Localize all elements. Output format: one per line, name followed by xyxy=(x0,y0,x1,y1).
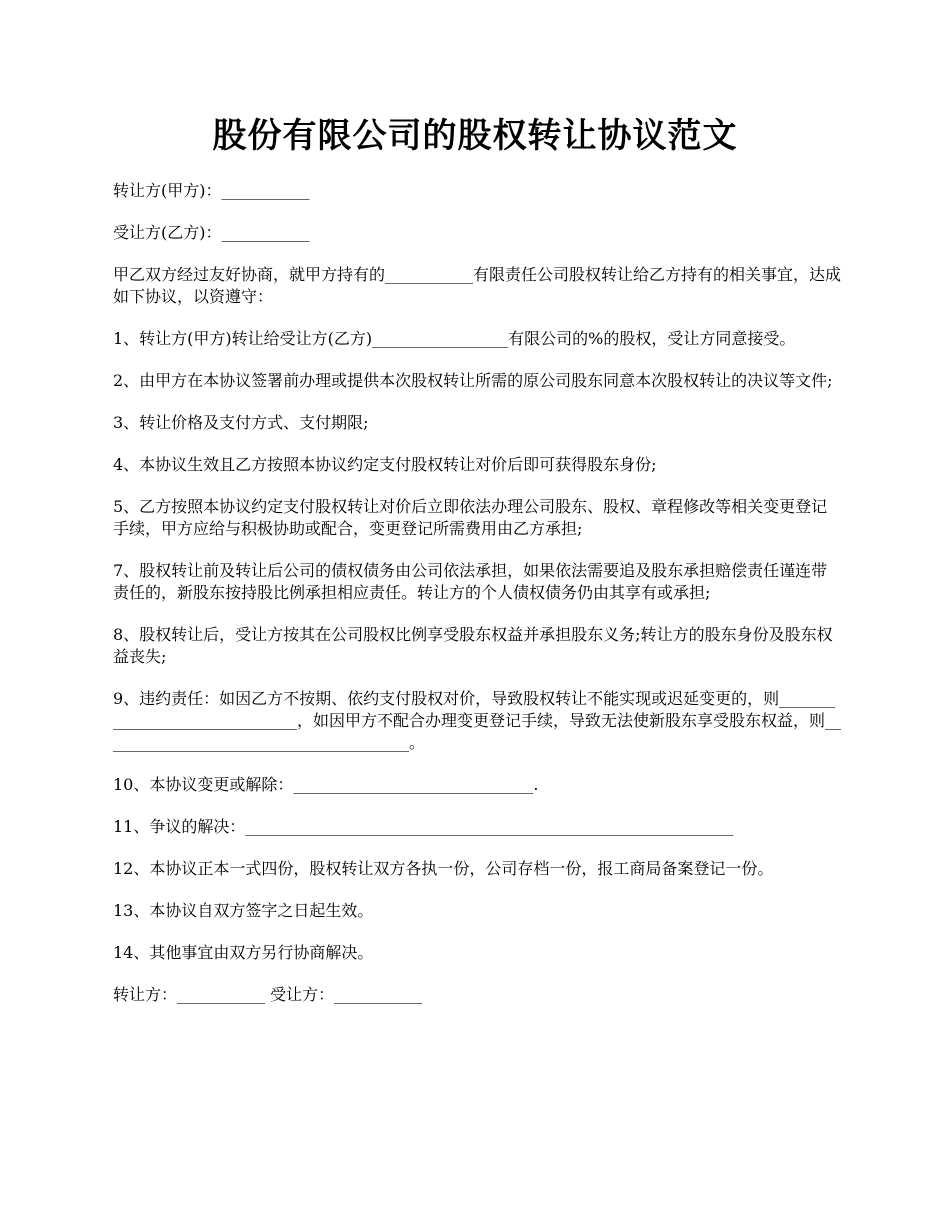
signature-line: 转让方：___________ 受让方：___________ xyxy=(113,985,423,1004)
clause-1: 1、转让方(甲方)转让给受让方(乙方)_________________有限公司的%的股权，受让方同意接受。 xyxy=(113,329,796,348)
party-a-line: 转让方(甲方)：___________ xyxy=(113,181,310,200)
clause-8: 8、股权转让后，受让方按其在公司股权比例享受股东权益并承担股东义务;转让方的股东身份及股东权益丧失; xyxy=(113,625,833,666)
document-body xyxy=(113,180,843,1026)
preamble-paragraph: 甲乙双方经过友好协商，就甲方持有的___________有限责任公司股权转让给乙方持有的相关事宜，达成如下协议，以资遵守： xyxy=(113,265,842,306)
clause-7: 7、股权转让前及转让后公司的债权债务由公司依法承担，如果依法需要追及股东承担赔偿责任谨连带责任的，新股东按持股比例承担相应责任。转让方的个人债权债务仍由其享有或承担; xyxy=(113,561,828,602)
clause-10: 10、本协议变更或解除：______________________________. xyxy=(113,775,539,794)
clause-9: 9、违约责任：如因乙方不按期、依约支付股权对价，导致股权转让不能实现或迟延变更的，则______________________________，如因甲方不配合办理变更登记手续，导致无法使新股东享受股东权益，则_______________________________________。 xyxy=(113,689,842,752)
party-b-line: 受让方(乙方)：___________ xyxy=(113,223,310,242)
clause-14: 14、其他事宜由双方另行协商解决。 xyxy=(113,943,374,962)
clause-4: 4、本协议生效且乙方按照本协议约定支付股权转让对价后即可获得股东身份; xyxy=(113,455,657,474)
clause-3: 3、转让价格及支付方式、支付期限; xyxy=(113,413,369,432)
clause-5: 5、乙方按照本协议约定支付股权转让对价后立即依法办理公司股东、股权、章程修改等相关变更登记手续，甲方应给与积极协助或配合，变更登记所需费用由乙方承担; xyxy=(113,497,828,538)
clause-11: 11、争议的解决：_____________________________________________________________ xyxy=(113,817,734,836)
clause-12: 12、本协议正本一式四份，股权转让双方各执一份，公司存档一份，报工商局备案登记一份。 xyxy=(113,859,774,878)
document-title: 股份有限公司的股权转让协议范文 xyxy=(212,116,738,156)
clause-2: 2、由甲方在本协议签署前办理或提供本次股权转让所需的原公司股东同意本次股权转让的决议等文件; xyxy=(113,371,833,390)
clause-13: 13、本协议自双方签字之日起生效。 xyxy=(113,901,374,920)
